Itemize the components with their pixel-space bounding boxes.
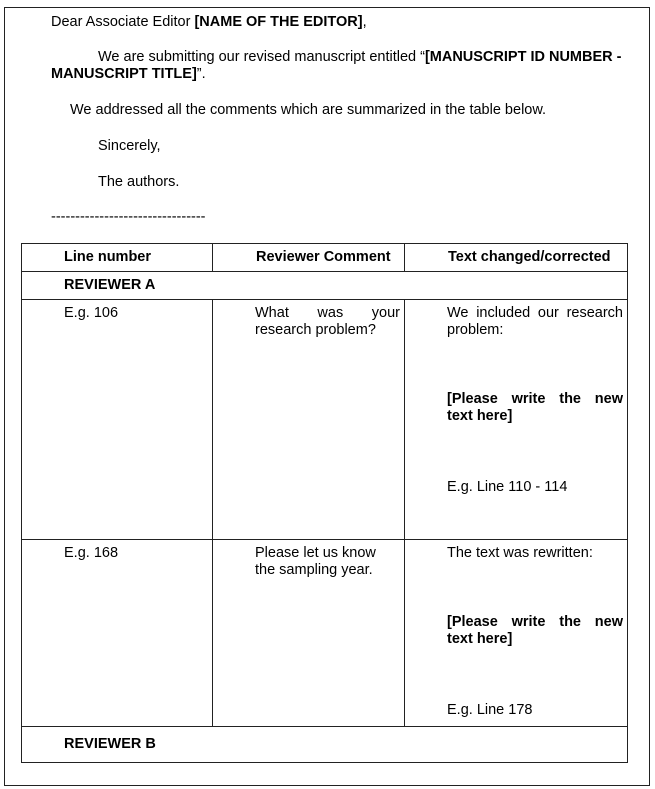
response-lines: E.g. Line 178 — [447, 702, 533, 718]
section-title: REVIEWER B — [22, 727, 628, 763]
response-intro: The text was rewritten: — [447, 545, 593, 561]
submit-line-1 — [98, 49, 641, 66]
response-placeholder: [Please write the new text here] — [447, 614, 623, 647]
header-text-changed: Text changed/corrected — [405, 244, 628, 272]
closing-text: Sincerely, — [98, 138, 161, 154]
addressed-text: We addressed all the comments which are summarized in the table below. — [70, 102, 547, 118]
comment-cell: Please let us know the sampling year. — [213, 540, 405, 727]
response-placeholder: [Please write the new text here] — [447, 391, 623, 424]
manuscript-placeholder-b: MANUSCRIPT TITLE] — [51, 66, 197, 82]
submit-prefix: We are submitting our revised manuscript entitled “ — [98, 49, 425, 65]
table-row — [22, 300, 628, 540]
header-line-number: Line number — [22, 244, 213, 272]
response-cell — [405, 300, 628, 540]
section-row-reviewer-a — [22, 272, 628, 300]
submit-line-2 — [51, 66, 206, 83]
response-intro: We included our research problem: — [447, 305, 623, 338]
greeting-line — [51, 14, 367, 31]
table-row — [22, 540, 628, 727]
table-header-row — [22, 244, 628, 272]
line-number-cell: E.g. 168 — [22, 540, 213, 727]
section-row-reviewer-b — [22, 727, 628, 763]
line-number-cell: E.g. 106 — [22, 300, 213, 540]
response-cell — [405, 540, 628, 727]
greeting-prefix: Dear Associate Editor — [51, 14, 195, 30]
submit-suffix: ”. — [196, 66, 206, 82]
separator-line: -------------------------------- — [51, 209, 206, 225]
manuscript-placeholder-a: [MANUSCRIPT ID NUMBER - — [424, 49, 622, 65]
comment-cell: What was your research problem? — [213, 300, 405, 540]
header-reviewer-comment: Reviewer Comment — [213, 244, 405, 272]
response-table — [21, 243, 628, 763]
response-lines: E.g. Line 110 - 114 — [447, 479, 568, 495]
section-title: REVIEWER A — [22, 272, 628, 300]
editor-placeholder: [NAME OF THE EDITOR] — [194, 14, 363, 30]
signature-text: The authors. — [98, 174, 180, 190]
greeting-suffix: , — [362, 14, 367, 30]
